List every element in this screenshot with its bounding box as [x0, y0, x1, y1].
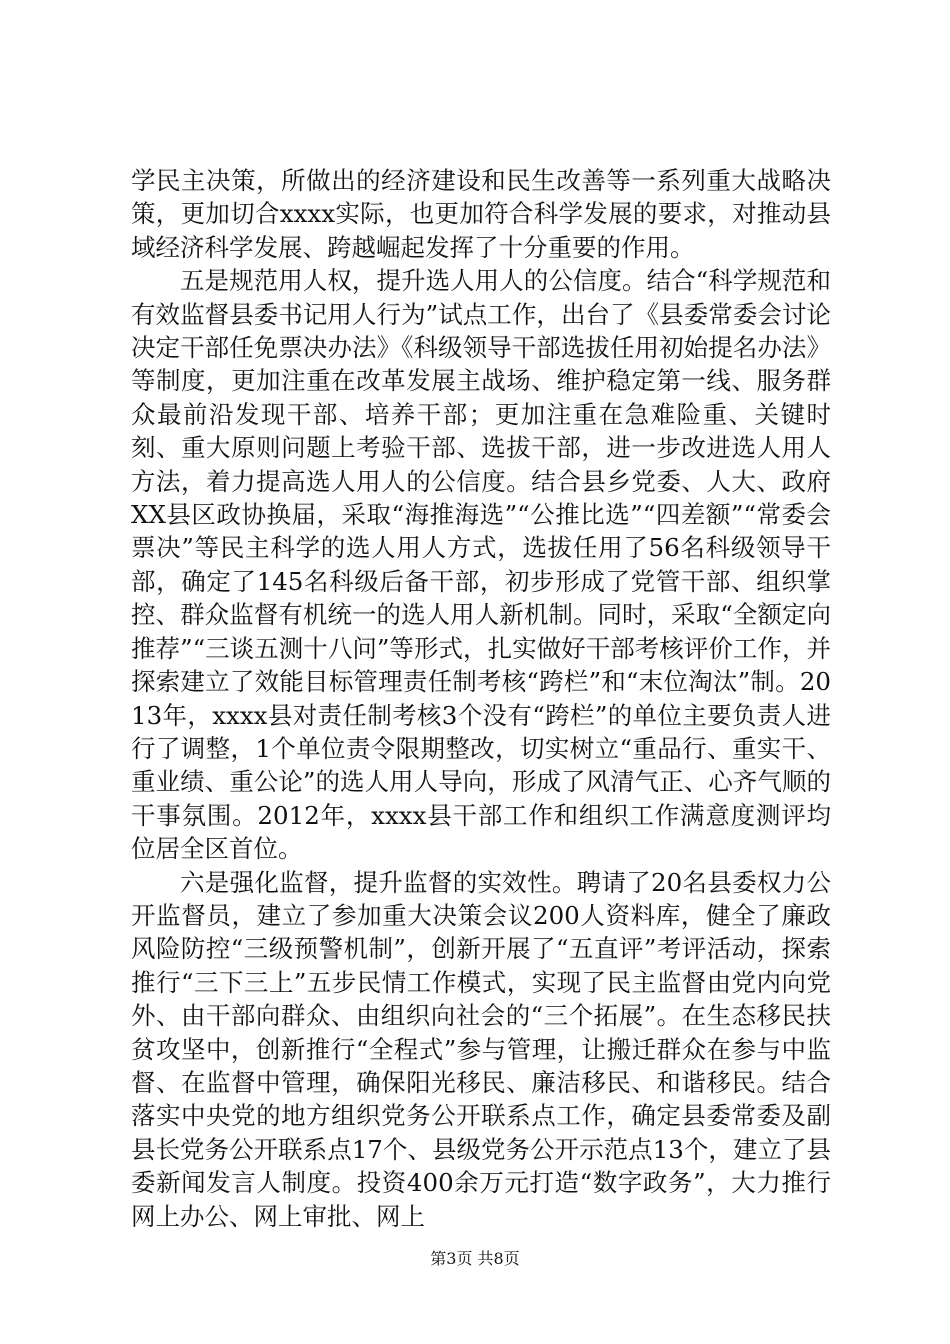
page-number: 第3页 共8页	[430, 1249, 520, 1268]
paragraph-point-six: 六是强化监督，提升监督的实效性。聘请了20名县委权力公开监督员，建立了参加重大决策会议200人资料库，健全了廉政风险防控“三级预警机制”，创新开展了“五直评”考评活动，探索推行“三下三上”五步民情工作模式，实现了民主监督由党内向党外、由干部向群众、由组织向社会的“三个拓展”。在生态移民扶贫攻坚中，创新推行“全程式”参与管理，让搬迁群众在参与中监督、在监督中管理，确保阳光移民、廉洁移民、和谐移民。结合落实中央党的地方组织党务公开联系点工作，确定县委常委及副县长党务公开联系点17个、县级党务公开示范点13个，建立了县委新闻发言人制度。投资400余万元打造“数字政务”，大力推行网上办公、网上审批、网上	[131, 867, 831, 1231]
body-text	[131, 164, 831, 1233]
paragraph-point-five: 五是规范用人权，提升选人用人的公信度。结合“科学规范和有效监督县委书记用人行为”试点工作，出台了《县委常委会讨论决定干部任免票决办法》《科级领导干部选拔任用初始提名办法》等制度，更加注重在改革发展主战场、维护稳定第一线、服务群众最前沿发现干部、培养干部；更加注重在急难险重、关键时刻、重大原则问题上考验干部、选拔干部，进一步改进选人用人方法，着力提高选人用人的公信度。结合县乡党委、人大、政府XX县区政协换届，采取“海推海选”“公推比选”“四差额”“常委会票决”等民主科学的选人用人方式，选拔任用了56名科级领导干部，确定了145名科级后备干部，初步形成了党管干部、组织掌控、群众监督有机统一的选人用人新机制。同时，采取“全额定向推荐”“三谈五测十八问”等形式，扎实做好干部考核评价工作，并探索建立了效能目标管理责任制考核“跨栏”和“末位淘汰”制。2013年，xxxx县对责任制考核3个没有“跨栏”的单位主要负责人进行了调整，1个单位责令限期整改，切实树立“重品行、重实干、重业绩、重公论”的选人用人导向，形成了风清气正、心齐气顺的干事氛围。2012年，xxxx县干部工作和组织工作满意度测评均位居全区首位。	[131, 266, 831, 864]
paragraph-continuation: 学民主决策，所做出的经济建设和民生改善等一系列重大战略决策，更加切合xxxx实际，也更加符合科学发展的要求，对推动县域经济科学发展、跨越崛起发挥了十分重要的作用。	[131, 166, 831, 262]
page-footer	[0, 1249, 950, 1269]
